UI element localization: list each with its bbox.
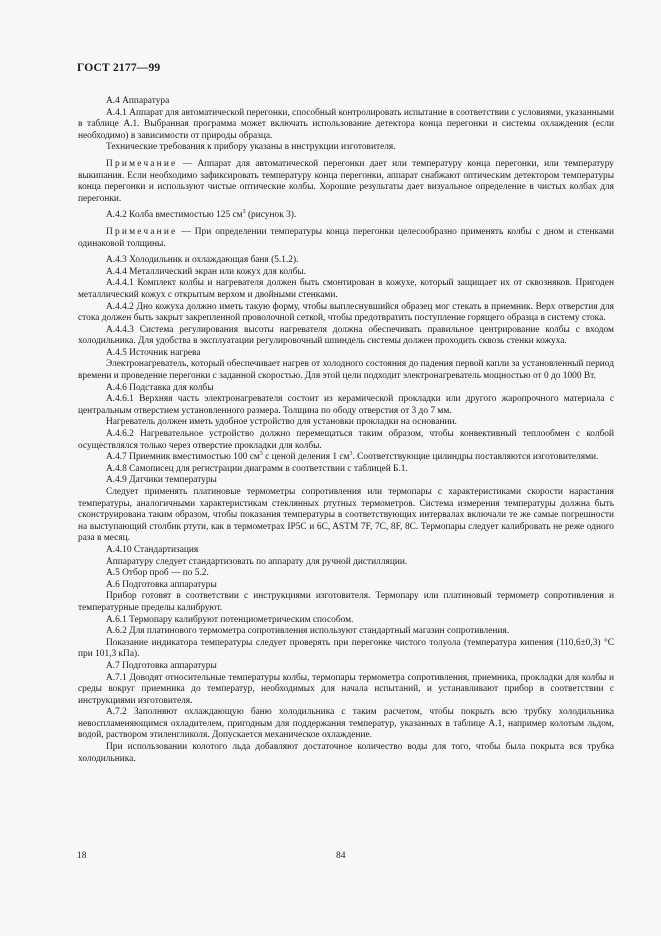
note	[78, 159, 614, 205]
paragraph: Нагреватель должен иметь удобное устройство для установки прокладки на основании.	[106, 417, 457, 428]
paragraph: А.4.1 Аппарат для автоматической перегонки, способный контролировать испытание в соответствии с условиями, указанными в таблице А.1. Выбранная программа может включать использование детектора конца перегонки и системы охлаждения (если необходимо) в зависимости от природы образца.	[78, 107, 614, 141]
paragraph: А.4.4.3 Система регулирования высоты нагревателя должна обеспечивать правильное центрирование колбы с входом холодильника. Для удобства в эксплуатации регулировочный шпиндель системы должен проходить сквозь стенки кожуха.	[78, 324, 614, 347]
paragraph: Следует применять платиновые термометры сопротивления или термопары с характеристиками скорости нарастания температуры, аналогичными характеристикам стеклянных ртутных термометров. Система измерения температуры должна быть сконструирована таким образом, чтобы показания температуры в соответствующих интервалах включали те же самые погрешности на выступающий столбик ртути, как в термометрах IP5C и 6C, ASTM 7F, 7C, 8F, 8C. Термопары следует калибровать не реже одного раза в месяц.	[78, 487, 614, 544]
section-heading: А.4.10 Стандартизация	[106, 544, 199, 555]
note-label: Примечание	[106, 226, 178, 237]
paragraph: А.4.6.1 Верхняя часть электронагревателя состоит из керамической прокладки или другого жаропрочного материала с центральным отверстием установленного размера. Толщина по ободу отверстия от 3 до 7 мм.	[78, 394, 614, 416]
document-body	[78, 96, 614, 765]
paragraph: А.6.1 Термопару калибруют потенциометрическим способом.	[106, 614, 354, 625]
note-text: — Аппарат для автоматической перегонки дает или температуру конца перегонки, или температуру выкипания. Если необходимо зафиксировать температуру конца перегонки, аппарат снабжают оптическим детектором температуры конца перегонки и используют чистые оптические колбы. Хорошие результаты дает визуальное определение в чистых колбах для перегонки.	[78, 158, 614, 204]
section-heading: А.7 Подготовка аппаратуры	[106, 660, 217, 671]
paragraph: А.5 Отбор проб — по 5.2.	[106, 568, 209, 579]
paragraph: А.4.3 Холодильник и охлаждающая баня (5.1.2).	[106, 255, 299, 266]
paragraph: А.4.4.2 Дно кожуха должно иметь такую форму, чтобы выплеснувшийся образец мог стекать в приемник. Верх отверстия для стока должен быть закрыт закрепленной проволочной сеткой, чтобы предотвратить поступление горящего образца в систему стока.	[78, 301, 614, 324]
note-label: Примечание	[106, 158, 178, 169]
section-heading: А.4.5 Источник нагрева	[106, 347, 201, 358]
paragraph: А.7.1 Доводят относительные температуры колбы, термопары термометра сопротивления, приемника, прокладки для колбы и среды вокруг приемника до температур, необходимых для начала испытаний, и устанавливают прибор в соответствии с инструкциями изготовителя.	[78, 672, 614, 706]
section-heading: А.4.6 Подставка для колбы	[106, 382, 214, 393]
paragraph: Технические требования к прибору указаны в инструкции изготовителя.	[106, 142, 396, 153]
paragraph: А.4.6.2 Нагревательное устройство должно перемещаться таким образом, чтобы конвективный теплообмен с колбой осуществлялся только через отверстие прокладки для колбы.	[78, 429, 614, 451]
paragraph: При использовании колотого льда добавляют достаточное количество воды для того, чтобы была покрыта вся трубка холодильника.	[78, 742, 614, 764]
page-number-left: 18	[77, 851, 87, 861]
paragraph: А.4.4.1 Комплект колбы и нагревателя должен быть смонтирован в кожухе, который защищает их от сквозняков. Пригоден металлический кожух с открытым верхом и двойными стенками.	[78, 278, 614, 300]
paragraph: Прибор готовят в соответствии с инструкциями изготовителя. Термопару или платиновый термометр сопротивления и температурные пределы калибруют.	[78, 591, 614, 613]
section-heading: А.6 Подготовка аппаратуры	[106, 579, 217, 590]
paragraph: А.4.4 Металлический экран или кожух для колбы.	[106, 266, 306, 277]
paragraph: Электронагреватель, который обеспечивает нагрев от холодного состояния до падения первой капли за установленный период времени и проведение перегонки с заданной скоростью. Для этой цели подходит электронагреватель мощностью от 0 до 1000 Вт.	[78, 359, 614, 382]
paragraph: А.6.2 Для платинового термометра сопротивления используют стандартный магазин сопротивления.	[106, 626, 510, 637]
paragraph: А.7.2 Заполняют охлаждающую баню холодильника с таким расчетом, чтобы покрыть всю трубку холодильника невоспламеняющимся охладителем, пригодным для поддержания температур, указанных в таблице А.1, например колотым льдом, водой, раствором этиленгликоля. Допускается механическое охлаждение.	[78, 707, 614, 741]
note	[78, 227, 614, 250]
page-number-center: 84	[336, 851, 346, 861]
page-header: ГОСТ 2177—99	[77, 62, 161, 74]
note-text: — При определении температуры конца перегонки целесообразно применять колбы с дном и стенками одинаковой толщины.	[78, 226, 615, 249]
paragraph: Показание индикатора температуры следует проверять при перегонке чистого толуола (температура кипения (110,6±0,3) °С при 101,3 кПа).	[78, 637, 614, 660]
section-heading: А.4.9 Датчики температуры	[106, 475, 217, 486]
section-heading: А.4 Аппаратура	[106, 96, 170, 106]
paragraph: А.4.7 Приемник вместимостью 100 $см^3$ с ценой деления 1 $см^3$. Соответствующие цилиндры поставляются изготовителями.	[106, 451, 599, 463]
paragraph: Аппаратуру следует стандартизовать по аппарату для ручной дистилляции.	[106, 556, 408, 567]
paragraph: А.4.2 Колба вместимостью 125 $см^3$ (рисунок 3).	[106, 209, 297, 221]
paragraph: А.4.8 Самописец для регистрации диаграмм в соответствии с таблицей Б.1.	[106, 463, 408, 474]
